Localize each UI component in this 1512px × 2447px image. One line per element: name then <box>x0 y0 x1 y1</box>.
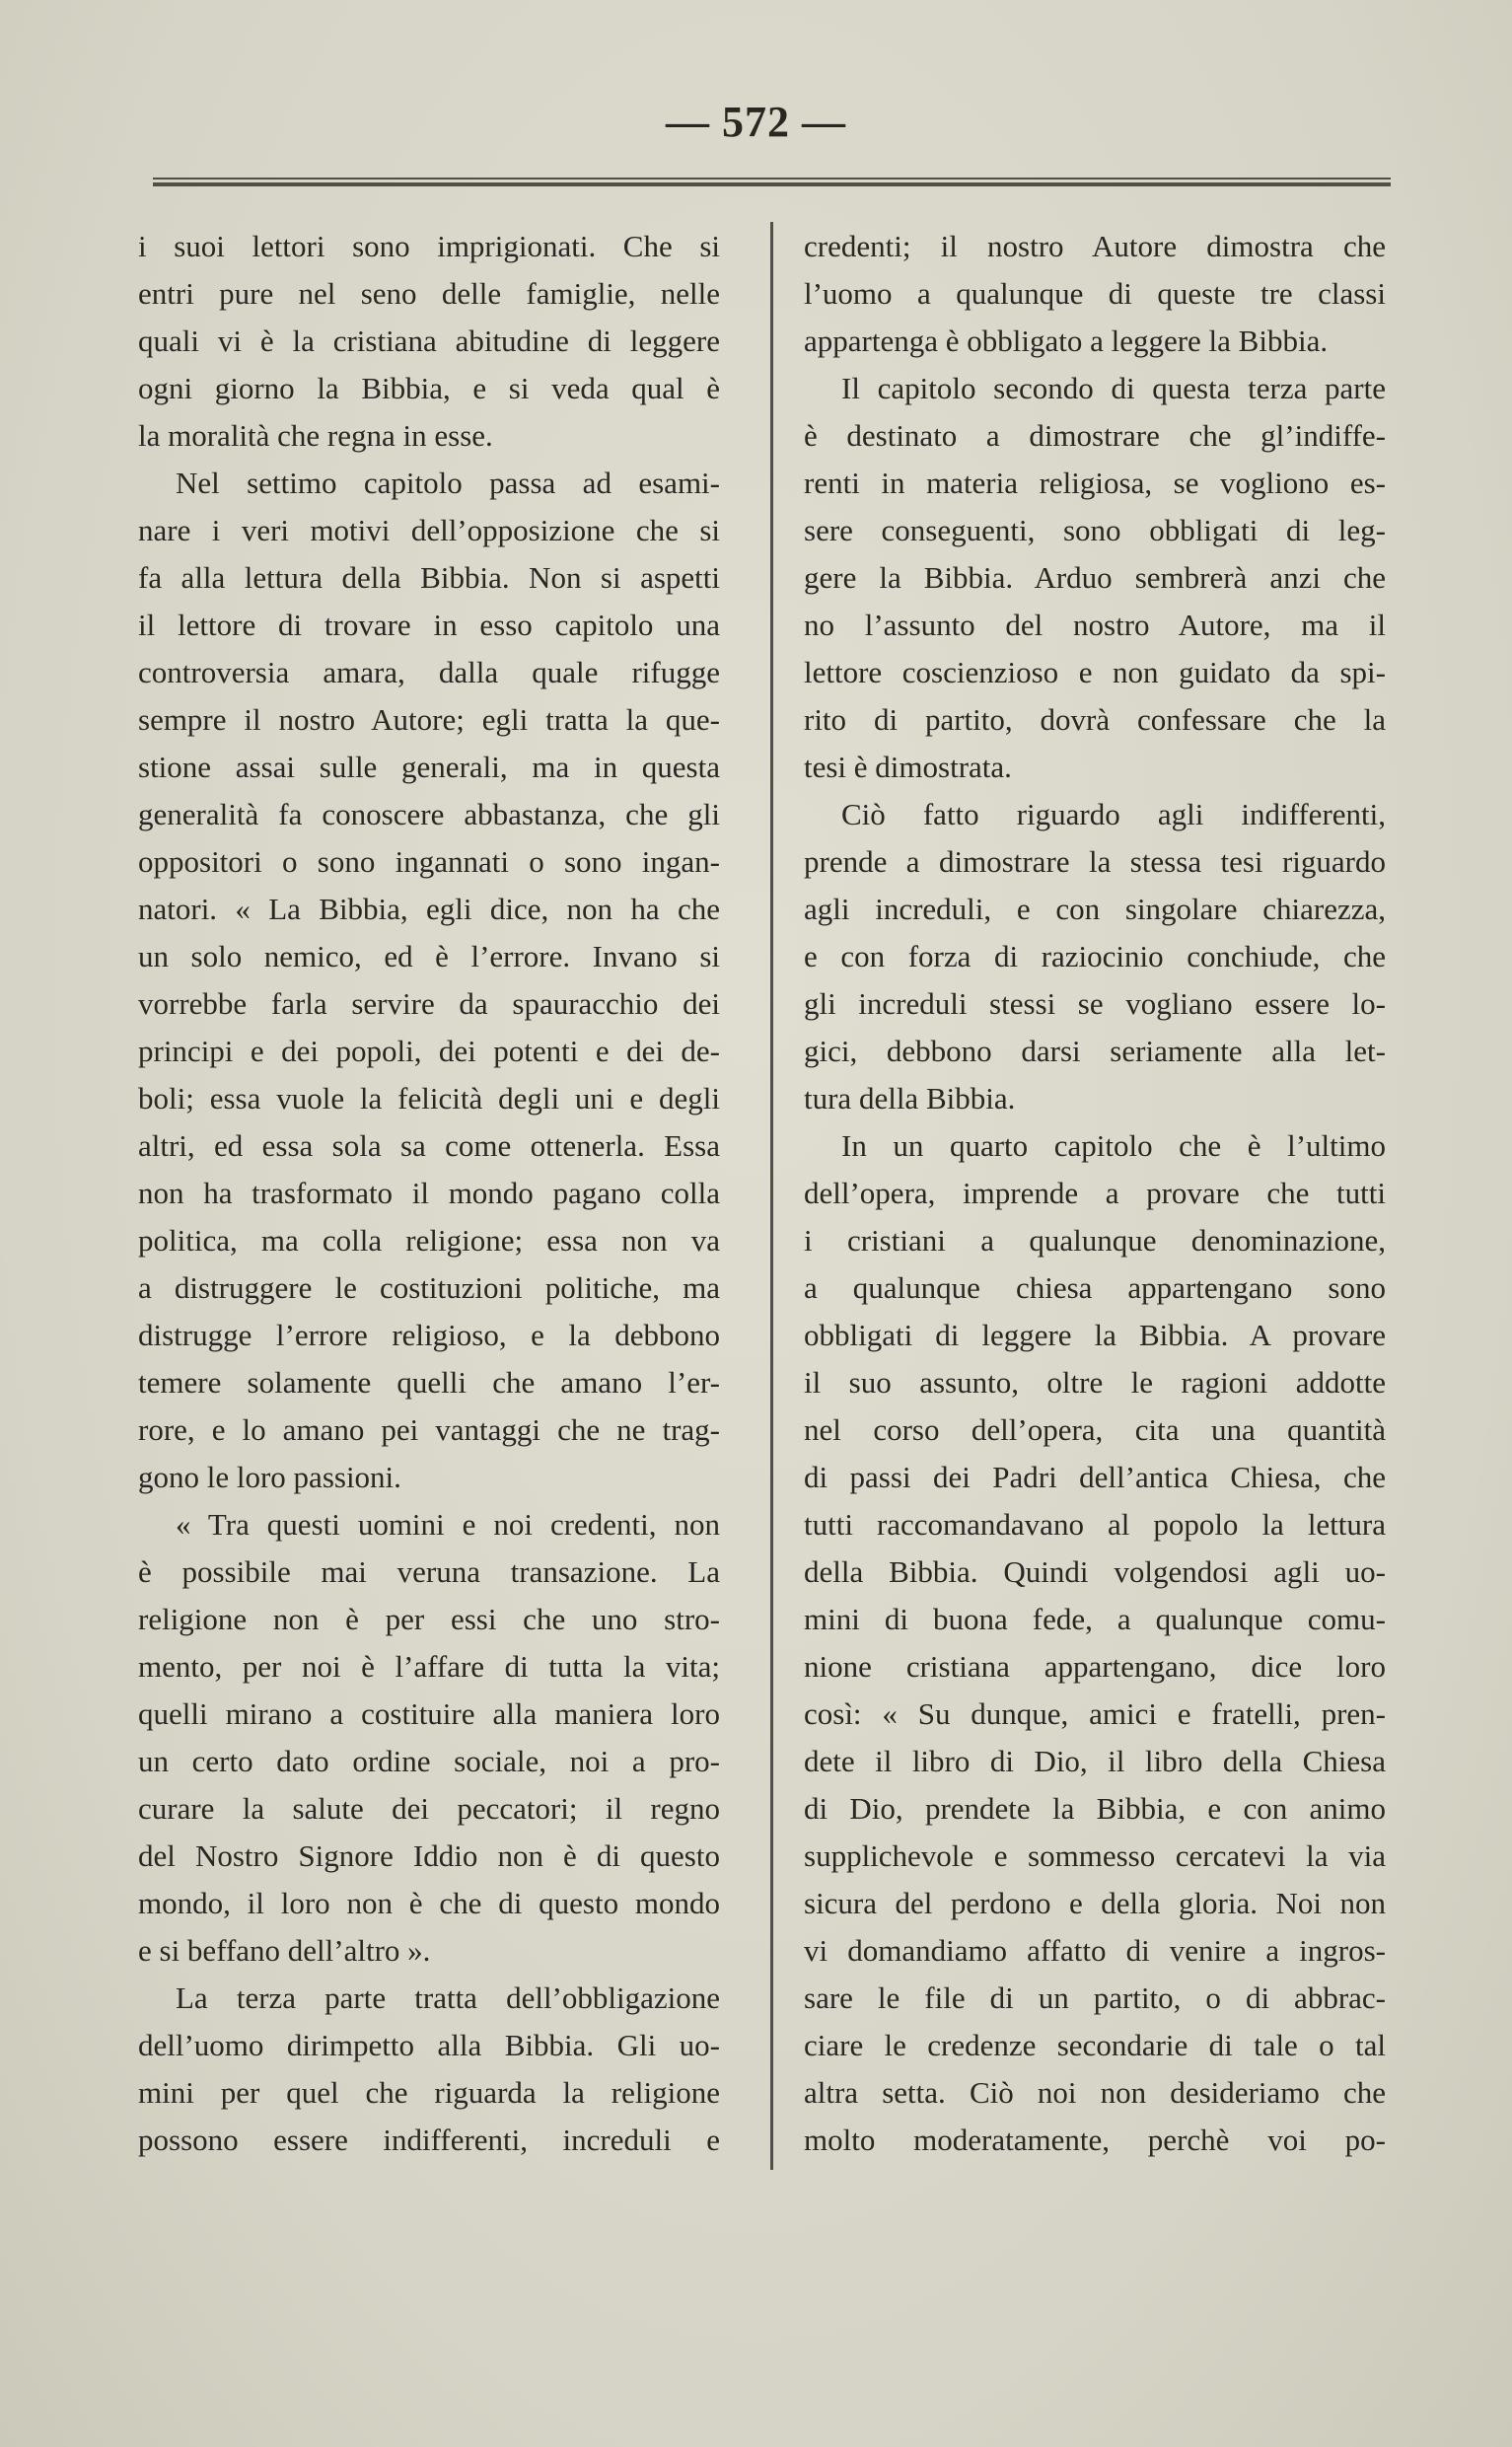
text-line: obbligati di leggere la Bibbia. A provare <box>804 1318 1386 1352</box>
text-line: oppositori o sono ingannati o sono ingan- <box>138 844 720 879</box>
left-column <box>138 223 720 2164</box>
text-line: sicura del perdono e della gloria. Noi non <box>804 1886 1386 1920</box>
text-line: così: « Su dunque, amici e fratelli, pren- <box>804 1696 1386 1731</box>
text-line: nione cristiana appartengano, dice loro <box>804 1649 1386 1684</box>
text-line: il suo assunto, oltre le ragioni addotte <box>804 1365 1386 1400</box>
text-line: religione non è per essi che uno stro- <box>138 1602 720 1636</box>
text-line: « Tra questi uomini e noi credenti, non <box>176 1507 720 1542</box>
text-line: gici, debbono darsi seriamente alla let- <box>804 1034 1386 1068</box>
text-line: controversia amara, dalla quale rifugge <box>138 655 720 689</box>
text-line: sempre il nostro Autore; egli tratta la que- <box>138 702 720 737</box>
text-line: mondo, il loro non è che di questo mondo <box>138 1886 720 1920</box>
text-line: agli increduli, e con singolare chiarezza, <box>804 892 1386 926</box>
text-line: Ciò fatto riguardo agli indifferenti, <box>841 797 1386 831</box>
text-line: gere la Bibbia. Arduo sembrerà anzi che <box>804 560 1386 595</box>
text-line: entri pure nel seno delle famiglie, nelle <box>138 276 720 311</box>
text-line: altri, ed essa sola sa come ottenerla. Essa <box>138 1128 720 1163</box>
text-line: e si beffano dell’altro ». <box>138 1933 431 1968</box>
text-line: altra setta. Ciò noi non desideriamo che <box>804 2075 1386 2110</box>
text-line: generalità fa conoscere abbastanza, che gli <box>138 797 720 831</box>
text-line: sere conseguenti, sono obbligati di leg- <box>804 513 1386 547</box>
text-line: molto moderatamente, perchè voi po- <box>804 2123 1386 2157</box>
text-line: la moralità che regna in esse. <box>138 418 493 453</box>
text-line: principi e dei popoli, dei potenti e dei de- <box>138 1034 720 1068</box>
text-line: nel corso dell’opera, cita una quantità <box>804 1412 1386 1447</box>
text-line: i suoi lettori sono imprigionati. Che si <box>138 229 720 263</box>
text-line: prende a dimostrare la stessa tesi riguardo <box>804 844 1386 879</box>
text-line: un solo nemico, ed è l’errore. Invano si <box>138 939 720 973</box>
text-line: boli; essa vuole la felicità degli uni e degli <box>138 1081 720 1116</box>
text-line: gono le loro passioni. <box>138 1460 401 1494</box>
text-line: gli increduli stessi se vogliano essere lo- <box>804 986 1386 1021</box>
text-line: sare le file di un partito, o di abbrac- <box>804 1980 1386 2015</box>
text-line: i cristiani a qualunque denominazione, <box>804 1223 1386 1258</box>
text-line: il lettore di trovare in esso capitolo una <box>138 608 720 642</box>
right-column <box>804 223 1386 2164</box>
text-line: di passi dei Padri dell’antica Chiesa, che <box>804 1460 1386 1494</box>
text-line: Il capitolo secondo di questa terza parte <box>841 371 1386 405</box>
text-line: un certo dato ordine sociale, noi a pro- <box>138 1744 720 1778</box>
text-line: quelli mirano a costituire alla maniera loro <box>138 1696 720 1731</box>
text-line: è destinato a dimostrare che gl’indiffe- <box>804 418 1386 453</box>
text-line: l’uomo a qualunque di queste tre classi <box>804 276 1386 311</box>
text-line: vorrebbe farla servire da spauracchio dei <box>138 986 720 1021</box>
text-line: tesi è dimostrata. <box>804 750 1012 784</box>
text-line: appartenga è obbligato a leggere la Bibbia. <box>804 324 1329 358</box>
text-line: rito di partito, dovrà confessare che la <box>804 702 1386 737</box>
text-line: stione assai sulle generali, ma in questa <box>138 750 720 784</box>
text-line: non ha trasformato il mondo pagano colla <box>138 1176 720 1210</box>
text-line: tura della Bibbia. <box>804 1081 1016 1116</box>
text-line: Nel settimo capitolo passa ad esami- <box>176 466 720 500</box>
text-line: dell’opera, imprende a provare che tutti <box>804 1176 1386 1210</box>
text-line: vi domandiamo affatto di venire a ingros- <box>804 1933 1386 1968</box>
text-line: curare la salute dei peccatori; il regno <box>138 1791 720 1826</box>
text-line: temere solamente quelli che amano l’er- <box>138 1365 720 1400</box>
text-line: possono essere indifferenti, increduli e <box>138 2123 720 2157</box>
text-line: lettore coscienzioso e non guidato da spi- <box>804 655 1386 689</box>
column-divider <box>770 222 773 2170</box>
text-line: di Dio, prendete la Bibbia, e con animo <box>804 1791 1386 1826</box>
text-line: dell’uomo dirimpetto alla Bibbia. Gli uo- <box>138 2028 720 2062</box>
text-line: nare i veri motivi dell’opposizione che si <box>138 513 720 547</box>
text-line: è possibile mai veruna transazione. La <box>138 1554 720 1589</box>
text-line: della Bibbia. Quindi volgendosi agli uo- <box>804 1554 1386 1589</box>
text-line: La terza parte tratta dell’obbligazione <box>176 1980 720 2015</box>
text-line: rore, e lo amano pei vantaggi che ne trag- <box>138 1412 720 1447</box>
text-line: mini per quel che riguarda la religione <box>138 2075 720 2110</box>
text-line: quali vi è la cristiana abitudine di leggere <box>138 324 720 358</box>
page-number: — 572 — <box>666 98 846 146</box>
text-line: supplichevole e sommesso cercatevi la via <box>804 1838 1386 1873</box>
text-line: In un quarto capitolo che è l’ultimo <box>841 1128 1386 1163</box>
text-line: a qualunque chiesa appartengano sono <box>804 1270 1386 1305</box>
header-rule <box>153 178 1391 186</box>
text-line: mini di buona fede, a qualunque comu- <box>804 1602 1386 1636</box>
text-line: politica, ma colla religione; essa non va <box>138 1223 720 1258</box>
text-line: a distruggere le costituzioni politiche, ma <box>138 1270 720 1305</box>
text-line: tutti raccomandavano al popolo la lettura <box>804 1507 1386 1542</box>
text-line: ogni giorno la Bibbia, e si veda qual è <box>138 371 720 405</box>
text-line: natori. « La Bibbia, egli dice, non ha che <box>138 892 720 926</box>
text-line: credenti; il nostro Autore dimostra che <box>804 229 1386 263</box>
text-line: del Nostro Signore Iddio non è di questo <box>138 1838 720 1873</box>
text-line: distrugge l’errore religioso, e la debbono <box>138 1318 720 1352</box>
text-line: fa alla lettura della Bibbia. Non si aspetti <box>138 560 720 595</box>
text-line: renti in materia religiosa, se vogliono es- <box>804 466 1386 500</box>
text-line: mento, per noi è l’affare di tutta la vita; <box>138 1649 720 1684</box>
text-line: e con forza di raziocinio conchiude, che <box>804 939 1386 973</box>
text-line: no l’assunto del nostro Autore, ma il <box>804 608 1386 642</box>
text-line: ciare le credenze secondarie di tale o tal <box>804 2028 1386 2062</box>
text-line: dete il libro di Dio, il libro della Chiesa <box>804 1744 1386 1778</box>
